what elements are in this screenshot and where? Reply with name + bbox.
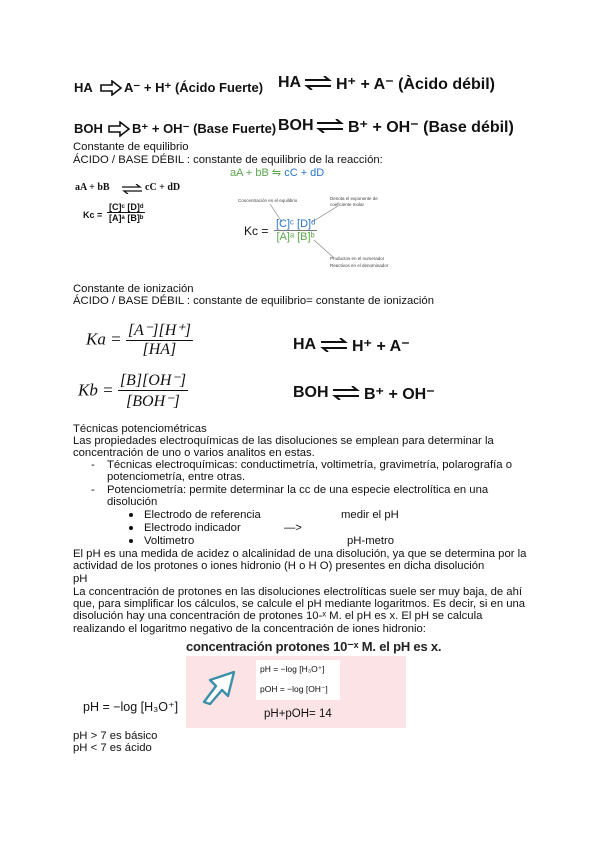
equilibrium-arrows-icon: [320, 338, 348, 352]
paragraph-line: que, para simplificar los cálculos, se calcule el pH mediante logaritmos. Es decir, si en una: [73, 598, 526, 610]
bullet-dot: [129, 539, 133, 543]
sub-list-item: Electrodo indicador: [144, 522, 241, 534]
hollow-arrow-icon: [100, 80, 122, 96]
sub-list-item-right: medir el pH: [341, 509, 399, 521]
weak-acid-products: H⁺ + A⁻ (Àcido débil): [336, 76, 495, 93]
section-subtitle-equilibrium: ÁCIDO / BASE DÉBIL : constante de equilibrio de la reacción:: [73, 154, 383, 166]
kb-formula: Kb = $\frac{[B][OH^-]}{\text{[BOH⁻]}}$: [78, 372, 187, 410]
paragraph-line: realizando el logaritmo negativo de la concentración de iones hidronio:: [73, 623, 426, 635]
section-subtitle-ionization: ÁCIDO / BASE DÉBIL : constante de equilibrio= constante de ionización: [73, 295, 434, 307]
weak-acid-left: HA: [278, 74, 302, 91]
arrow-text: —>: [284, 522, 302, 534]
strong-base-left: BOH: [74, 121, 103, 136]
weak-base-left: BOH: [278, 117, 314, 134]
strong-acid-equation: HA: [74, 80, 93, 95]
paragraph-line: El pH es una medida de acidez o alcalinidad de una disolución, ya que se determina por la: [73, 548, 527, 560]
cursor-arrow-icon: [200, 666, 244, 706]
equilibrium-arrows-icon: [316, 119, 344, 133]
section-title-ionization: Constante de ionización: [73, 283, 194, 295]
strong-acid-products: A⁻ + H⁺ (Ácido Fuerte): [124, 80, 264, 95]
paragraph-line: pH: [73, 573, 88, 585]
ph-sum: pH+pOH= 14: [264, 708, 332, 720]
ph-acidic-note: pH < 7 es ácido: [73, 742, 152, 754]
list-dash: -: [91, 459, 95, 471]
paragraph-line: concentración de uno o varios analitos en estas.: [73, 447, 315, 459]
ionization-acid-left: HA: [293, 336, 317, 353]
ph-basic-note: pH > 7 es básico: [73, 730, 158, 742]
ionization-acid-products: H⁺ + A⁻: [352, 338, 410, 355]
ka-formula: Ka = $\frac{[A^-][H^+]}{[HA]}$: [86, 322, 191, 358]
kc-diagram: aA + bB ⇋ cC + dD Concentración en el equilibrio Denota el exponente de coeficiente molar Kc = $\frac{\text{[C]ᶜ [D]ᵈ}}{\text{[A]ᵃ [B]ᵇ}}$ Productos en el numerador Reactivos en el denominador: [230, 167, 389, 268]
paragraph-line: disolución hay una concentración de protones 10-ˣ M. el pH es x. El pH se calcula: [73, 610, 483, 622]
strong-base-products: B⁺ + OH⁻ (Base Fuerte): [132, 121, 277, 136]
paragraph-line: Las propiedades electroquímicas de las disoluciones se emplean para determinar la: [73, 435, 494, 447]
bullet-dot: [129, 526, 133, 530]
equilibrium-arrows-icon: [332, 386, 360, 400]
ph-big-formula: pH = −log [H₃O⁺]: [83, 700, 179, 714]
section-title-equilibrium: Constante de equilibrio: [73, 141, 189, 153]
kc-small-formula: aA + bB cC + dD Kc = $\frac{\text{[C]ᶜ [D]ᵈ}}{\text{[A]ᵃ [B]ᵇ}}$: [75, 182, 181, 223]
ph-pink-panel: [186, 656, 406, 728]
ionization-base-left: BOH: [293, 384, 329, 401]
section-title-techniques: Técnicas potenciométricas: [73, 423, 207, 435]
sub-list-item: Electrodo de referencia: [144, 509, 261, 521]
sub-list-item: Voltimetro: [144, 535, 195, 547]
list-dash: -: [91, 484, 95, 496]
ph-box: pH = −log [H₃O⁺] pOH = −log [OH⁻]: [256, 660, 340, 700]
list-item: Técnicas electroquímicas: conductimetría, voltimetría, gravimetría, polarografía o: [107, 459, 512, 471]
list-item: disolución: [107, 496, 158, 508]
top-equations-image: [70, 66, 514, 144]
list-item: Potenciometría: permite determinar la cc de una especie electrolítica en una: [107, 484, 489, 496]
paragraph-line: actividad de los protones o iones hidronio (H o H O) presentes en dicha disolución: [73, 560, 485, 572]
bullet-dot: [129, 513, 133, 517]
paragraph-line: La concentración de protones en las disoluciones electrolíticas suele ser muy baja, de ahí: [73, 586, 523, 598]
hollow-arrow-icon: [108, 121, 130, 137]
weak-base-products: B⁺ + OH⁻ (Base débil): [348, 119, 514, 136]
equilibrium-arrows-icon: [304, 76, 332, 90]
ph-banner: concentración protones 10⁻ˣ M. el pH es x.: [186, 639, 406, 657]
ionization-base-products: B⁺ + OH⁻: [364, 386, 435, 403]
list-item: potenciometría, entre otras.: [107, 471, 246, 483]
sub-list-item-right: pH-metro: [347, 535, 395, 547]
